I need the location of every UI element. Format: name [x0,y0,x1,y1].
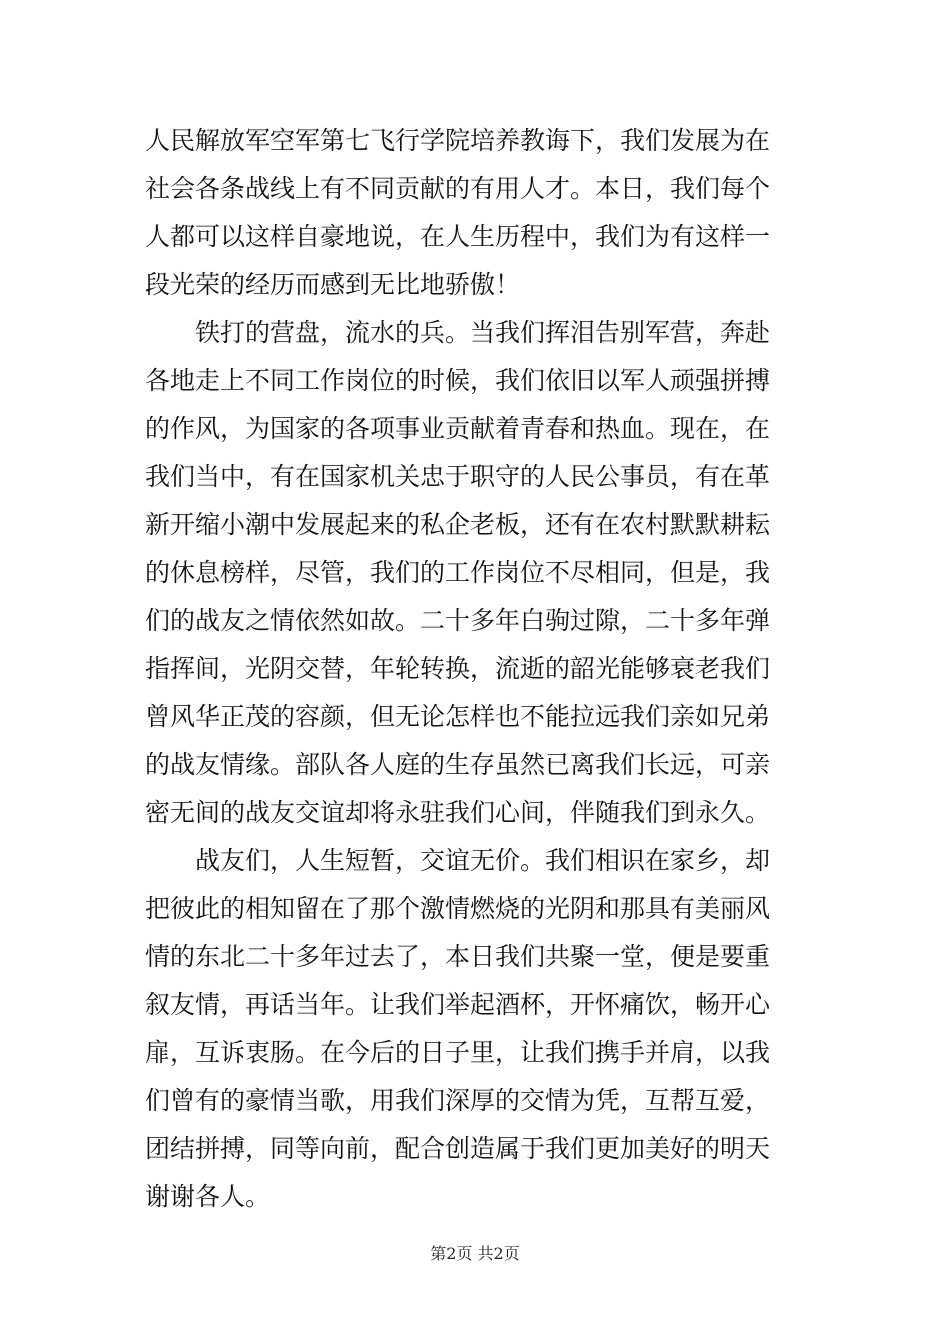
text-line: 们曾有的豪情当歌，用我们深厚的交情为凭，互帮互爱， [145,1086,771,1115]
text-line: 团结拼搏，同等向前，配合创造属于我们更加美好的明天 [145,1134,771,1163]
text-line: 人民解放军空军第七飞行学院培养教诲下，我们发展为在 [145,126,771,155]
text-line: 扉，互诉衷肠。在今后的日子里，让我们携手并肩，以我 [145,1038,771,1067]
text-line: 段光荣的经历而感到无比地骄傲！ [145,270,521,299]
text-line: 们的战友之情依然如故。二十多年白驹过隙，二十多年弹 [145,606,771,635]
text-line: 指挥间，光阴交替，年轮转换，流逝的韶光能够衰老我们 [145,654,771,683]
page-number-footer: 第2页 共2页 [430,1244,520,1263]
text-line: 我们当中，有在国家机关忠于职守的人民公事员，有在革 [145,462,771,491]
text-line: 叙友情，再话当年。让我们举起酒杯，开怀痛饮，畅开心 [145,990,771,1019]
text-line: 人都可以这样自豪地说，在人生历程中，我们为有这样一 [145,222,771,251]
text-line: 曾风华正茂的容颜，但无论怎样也不能拉远我们亲如兄弟 [145,702,771,731]
text-line: 的休息榜样，尽管，我们的工作岗位不尽相同，但是，我 [145,558,771,587]
text-line: 社会各条战线上有不同贡献的有用人才。本日，我们每个 [145,174,771,203]
text-line: 的作风，为国家的各项事业贡献着青春和热血。现在，在 [145,414,771,443]
text-line: 把彼此的相知留在了那个激情燃烧的光阴和那具有美丽风 [145,894,771,923]
text-line: 情的东北二十多年过去了，本日我们共聚一堂，便是要重 [145,942,771,971]
text-line: 密无间的战友交谊却将永驻我们心间，伴随我们到永久。 [145,798,771,827]
text-line: 各地走上不同工作岗位的时候，我们依旧以军人顽强拼搏 [145,366,771,395]
text-line: 铁打的营盘，流水的兵。当我们挥泪告别军营，奔赴 [195,318,771,347]
text-line: 新开缩小潮中发展起来的私企老板，还有在农村默默耕耘 [145,510,771,539]
text-line: 战友们，人生短暂，交谊无价。我们相识在家乡，却 [195,846,771,875]
text-line: 的战友情缘。部队各人庭的生存虽然已离我们长远，可亲 [145,750,771,779]
text-line: 谢谢各人。 [145,1182,271,1211]
